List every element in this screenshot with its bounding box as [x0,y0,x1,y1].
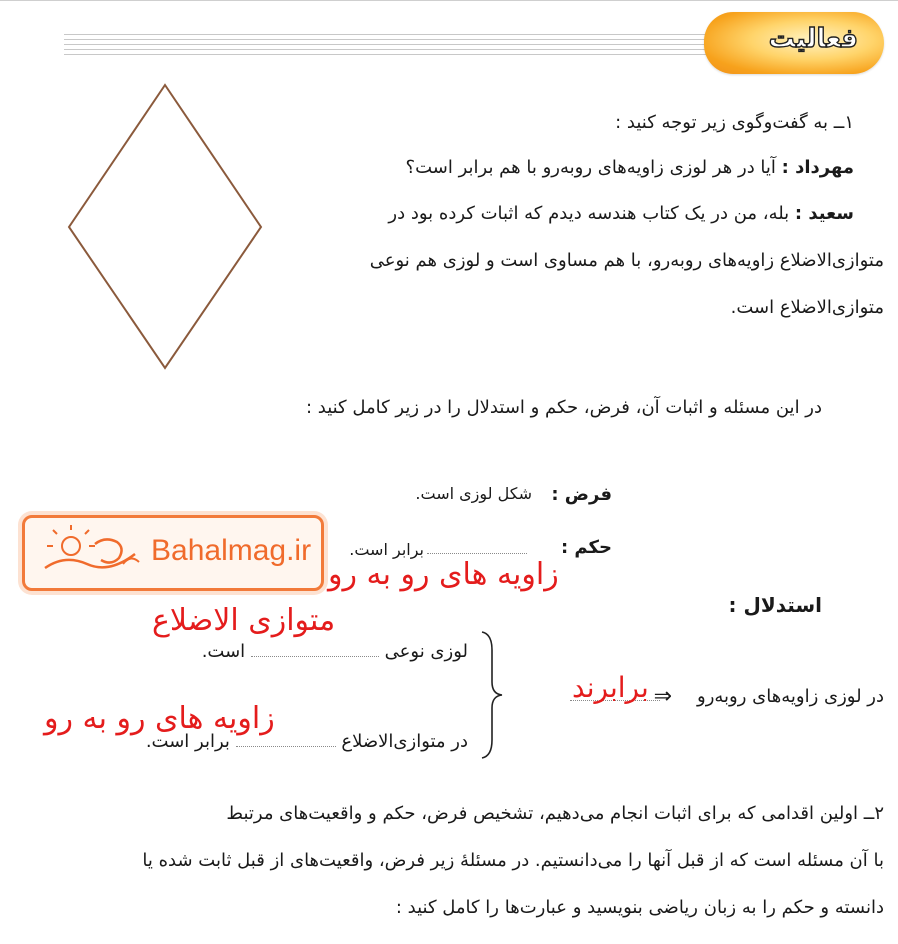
rhombus-figure [66,82,264,372]
section2-line-1: ٢ــ اولین اقدامی که برای اثبات انجام می‌دهیم، تشخیص فرض، حکم و واقعیت‌های مرتبط [226,803,884,824]
section2-line-2: با آن مسئله است که از قبل آنها را می‌دانستیم. در مسئلهٔ زیر فرض، واقعیت‌های از قبل ثابت شده یا [142,850,884,871]
hokm-text: برابر است. [349,540,424,559]
line2-text-a: در متوازی‌الاضلاع [341,731,468,752]
line2-blank[interactable] [236,746,336,747]
hokm-blank[interactable] [427,553,527,554]
speaker-saeed: سعید : [794,203,854,224]
mehrdad-line [406,157,854,179]
brace-line-2 [146,731,468,753]
conclusion-handwritten-answer: برابرند [572,671,649,704]
farz-label: فرض : [551,484,612,505]
watermark-box[interactable] [22,515,324,591]
speaker-mehrdad: مهرداد : [781,157,854,178]
dialogue-intro: ١ــ به گفت‌وگوی زیر توجه کنید : [615,112,854,133]
header-rule-lines [64,34,764,60]
rhombus-shape [69,85,261,368]
implies-arrow-icon: ⇒ [653,684,672,709]
hokm-label: حکم : [560,537,612,558]
saeed-text-1: بله، من در یک کتاب هندسه دیدم که اثبات کرده بود در [388,203,790,224]
bahar-logo-icon [35,524,143,580]
activity-title: فعالیت [768,24,858,54]
line2-handwritten-answer: زاویه های رو به رو [44,701,275,736]
line1-text-b: است. [201,641,246,662]
saeed-line-2: متوازی‌الاضلاع زاویه‌های روبه‌رو، با هم مساوی است و لوزی هم نوعی [369,250,884,271]
saeed-line-1 [388,203,854,225]
estedlal-label: استدلال : [728,593,822,617]
line1-handwritten-answer: متوازی الاضلاع [152,603,336,638]
top-rule [0,0,898,1]
instruction-text: در این مسئله و اثبات آن، فرض، حکم و استدلال را در زیر کامل کنید : [305,397,822,418]
line1-text-a: لوزی نوعی [384,641,468,662]
watermark-text: Bahalmag.ir [151,534,312,567]
mehrdad-question: آیا در هر لوزی زاویه‌های روبه‌رو با هم برابر است؟ [405,157,776,178]
conclusion-text: در لوزی زاویه‌های روبه‌رو [697,686,884,707]
saeed-line-3: متوازی‌الاضلاع است. [730,297,884,318]
farz-text: شکل لوزی است. [415,484,532,503]
line2-text-b: برابر است. [145,731,230,752]
hokm-handwritten-answer: زاویه های رو به رو [328,557,559,592]
brace-line-1 [202,641,468,663]
line1-blank[interactable] [251,656,379,657]
section2-line-3: دانسته و حکم را به زبان ریاضی بنویسید و عبارت‌ها را کامل کنید : [395,897,884,918]
curly-brace-icon [474,630,504,760]
